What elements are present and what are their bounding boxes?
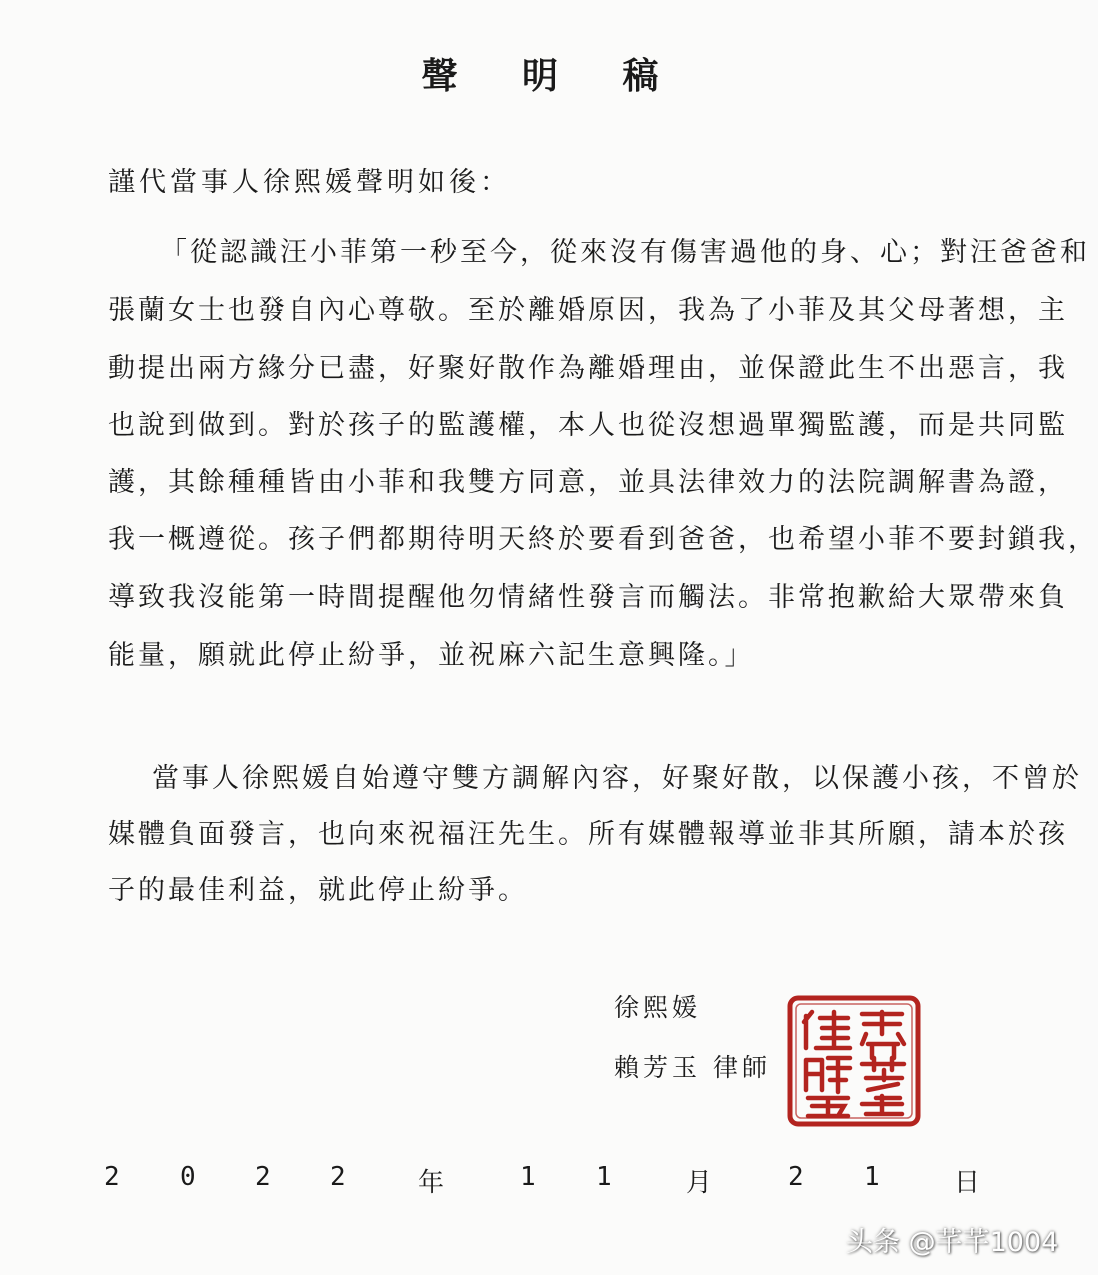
quote-line-5: 護，其餘種種皆由小菲和我雙方同意，並具法律效力的法院調解書為證， [108,467,1068,498]
lawyer-name: 賴芳玉 律師 [614,1053,771,1082]
greeting-line: 謹代當事人徐熙媛聲明如後： [108,167,511,198]
date-day-digit-2: 1 [864,1162,880,1192]
source-watermark: 头条 @芊芊1004 [846,1227,1059,1258]
date-day-digit-1: 2 [788,1162,804,1192]
statement-line-3: 子的最佳利益，就此停止紛爭。 [108,875,528,906]
date-day-unit: 日 [954,1168,981,1198]
statement-line-2: 媒體負面發言，也向來祝福汪先生。所有媒體報導並非其所願，請本於孩 [108,819,1068,850]
seal-text: 賴芳玉律師印 [854,1128,860,1129]
statement-line-1: 當事人徐熙媛自始遵守雙方調解內容，好聚好散，以保護小孩，不曾於 [152,763,1082,794]
date-month-unit: 月 [686,1168,713,1198]
date-month-digit-1: 1 [520,1162,536,1192]
signer-name: 徐熙媛 [614,993,702,1022]
document-title: 聲 明 稿 [421,55,685,97]
date-year-digit-4: 2 [330,1162,346,1192]
date-year-unit: 年 [418,1168,445,1198]
quote-line-7: 導致我沒能第一時間提醒他勿情緒性發言而觸法。非常抱歉給大眾帶來負 [108,582,1068,613]
quote-line-8: 能量，願就此停止紛爭，並祝麻六記生意興隆。」 [108,640,755,671]
quote-line-3: 動提出兩方緣分已盡，好聚好散作為離婚理由，並保證此生不出惡言，我 [108,353,1068,384]
quote-line-6: 我一概遵從。孩子們都期待明天終於要看到爸爸，也希望小菲不要封鎖我， [108,524,1098,555]
date-year-digit-3: 2 [255,1162,271,1192]
date-year-digit-1: 2 [104,1162,120,1192]
lawyer-seal [786,994,922,1128]
quote-line-4: 也說到做到。對於孩子的監護權，本人也從沒想過單獨監護，而是共同監 [108,410,1068,441]
quote-line-1: 「從認識汪小菲第一秒至今，從來沒有傷害過他的身、心；對汪爸爸和 [160,237,1090,268]
date-month-digit-2: 1 [596,1162,612,1192]
date-year-digit-2: 0 [180,1162,196,1192]
quote-line-2: 張蘭女士也發自內心尊敬。至於離婚原因，我為了小菲及其父母著想，主 [108,295,1068,326]
